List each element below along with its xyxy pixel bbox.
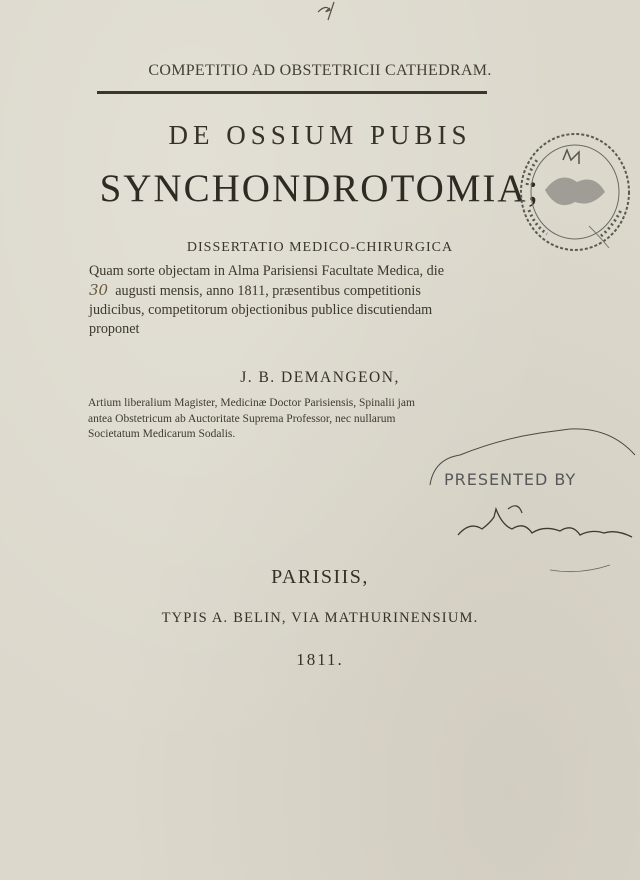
body-line-3: judicibus, competitorum objectionibus publice discutiendam (89, 302, 433, 318)
imprint-year: 1811. (296, 650, 344, 669)
body-line-1: Quam sorte objectam in Alma Parisiensi Facultate Medica, die (89, 263, 444, 279)
credentials-line-3: Societatum Medicarum Sodalis. (88, 428, 236, 440)
header-rule (97, 91, 487, 94)
body-line-2 (89, 281, 501, 301)
title-line-2: SYNCHONDROTOMIA; (99, 167, 541, 210)
credentials-line-1: Artium liberalium Magister, Medicinæ Doctor Parisiensis, Spinalii jam (88, 397, 415, 409)
svg-text:PRESENTED BY: PRESENTED BY (444, 470, 577, 489)
library-stamp (505, 130, 635, 270)
handwritten-day: 30 (89, 281, 109, 299)
title-line-1: DE OSSIUM PUBIS (168, 120, 472, 150)
subtitle: DISSERTATIO MEDICO-CHIRURGICA (186, 240, 454, 255)
imprint-printer: TYPIS A. BELIN, VIA MATHURINENSIUM. (161, 610, 479, 626)
imprint-city: PARISIIS, (271, 566, 369, 588)
body-paragraph (89, 262, 501, 339)
body-line-2-text: augusti mensis, anno 1811, præsentibus competitionis (115, 283, 421, 299)
header-title: COMPETITIO AD OBSTETRICII CATHEDRAM. (148, 62, 492, 79)
presented-by-stamp (420, 425, 640, 575)
author-name: J. B. DEMANGEON, (240, 369, 400, 386)
body-line-4: proponet (89, 321, 140, 337)
pen-mark (300, 0, 360, 22)
credentials-line-2: antea Obstetricum ab Auctoritate Suprema Professor, nec nullarum (88, 412, 396, 425)
